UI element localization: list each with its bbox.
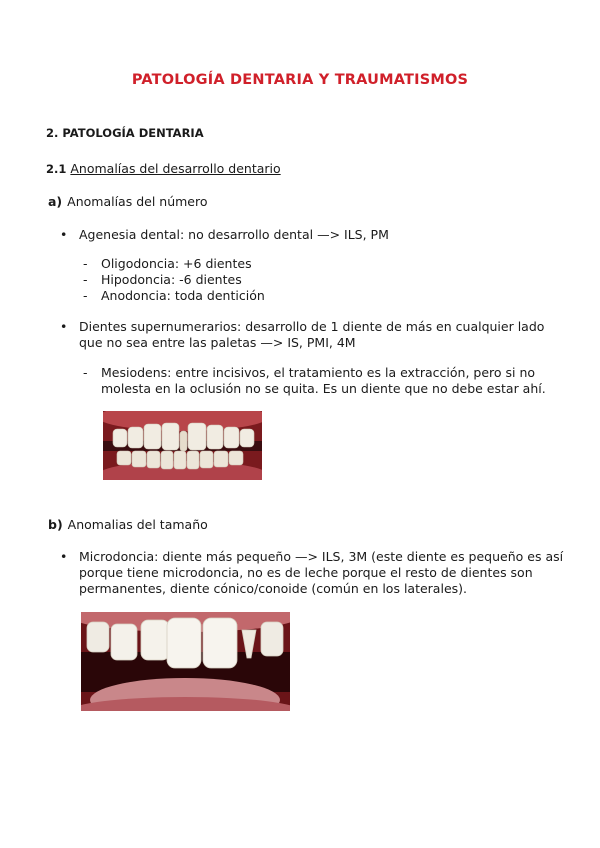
subsection-number: 2.1 (46, 162, 67, 176)
dash-icon: - (83, 256, 88, 271)
part-b-title: Anomalias del tamaño (67, 517, 208, 532)
dash-icon: - (83, 365, 88, 380)
dash-text: Mesiodens: entre incisivos, el tratamiento es la extracción, pero si no molesta en la oclusión no se quita. Es un diente que no debe estar ahí. (101, 365, 546, 396)
dash-icon: - (83, 272, 88, 287)
dash-icon: - (83, 288, 88, 303)
part-a-heading (48, 194, 208, 209)
part-b-letter: b) (48, 517, 63, 532)
bullet-text: Agenesia dental: no desarrollo dental —> ILS, PM (79, 227, 389, 242)
part-b-heading (48, 517, 208, 532)
microdontia-photo (81, 612, 290, 711)
dash-text: Oligodoncia: +6 dientes (101, 256, 252, 271)
section-heading: 2. PATOLOGÍA DENTARIA (46, 126, 204, 140)
bullet-icon: • (60, 227, 68, 242)
subsection-heading (46, 161, 281, 176)
mesiodens-photo (103, 411, 262, 480)
bullet-text: Dientes supernumerarios: desarrollo de 1 diente de más en cualquier lado que no sea entre las paletas —> IS, PMI, 4M (79, 319, 545, 350)
dash-text: Hipodoncia: -6 dientes (101, 272, 242, 287)
part-a-letter: a) (48, 194, 63, 209)
bullet-text: Microdoncia: diente más pequeño —> ILS, 3M (este diente es pequeño es así porque tiene microdoncia, no es de leche porque el resto de dientes son permanentes, diente cónico/conoide (común en los laterales). (79, 549, 564, 596)
part-a-title: Anomalías del número (67, 194, 208, 209)
dash-text: Anodoncia: toda dentición (101, 288, 265, 303)
bullet-icon: • (60, 549, 68, 564)
bullet-icon: • (60, 319, 68, 334)
document-title: PATOLOGÍA DENTARIA Y TRAUMATISMOS (131, 72, 469, 88)
subsection-title: Anomalías del desarrollo dentario (70, 161, 281, 176)
